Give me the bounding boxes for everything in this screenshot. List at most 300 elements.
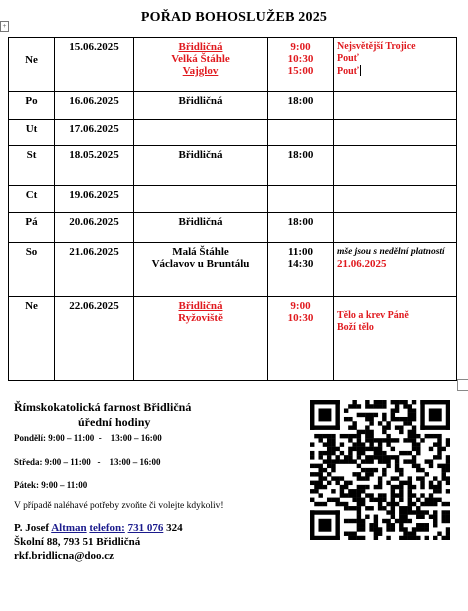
qr-module — [357, 430, 361, 434]
priest-prefix: P. Josef — [14, 522, 52, 534]
qr-module — [314, 481, 318, 485]
qr-module — [352, 421, 356, 425]
place-cell — [134, 92, 268, 120]
qr-module — [352, 442, 356, 446]
qr-module — [412, 455, 416, 459]
qr-module — [437, 532, 441, 536]
qr-module — [412, 493, 416, 497]
qr-module — [408, 485, 412, 489]
qr-module — [395, 438, 399, 442]
qr-module — [331, 438, 335, 442]
qr-module — [399, 430, 403, 434]
qr-module — [310, 455, 314, 459]
qr-module — [365, 438, 369, 442]
qr-module — [369, 459, 373, 463]
qr-module — [442, 447, 446, 451]
qr-module — [369, 417, 373, 421]
qr-module — [357, 536, 361, 540]
table-resize-handle-icon[interactable] — [457, 379, 468, 391]
qr-module — [403, 404, 407, 408]
qr-module — [348, 481, 352, 485]
qr-module — [340, 493, 344, 497]
qr-module — [433, 510, 437, 514]
time-line: 15:00 — [287, 65, 314, 77]
qr-module — [437, 438, 441, 442]
page-title: POŘAD BOHOSLUŽEB 2025 — [140, 10, 328, 25]
qr-module — [386, 442, 390, 446]
phone-number[interactable]: 731 076 — [127, 522, 164, 534]
qr-module — [408, 481, 412, 485]
qr-module — [416, 442, 420, 446]
qr-module — [429, 481, 433, 485]
qr-module — [344, 502, 348, 506]
qr-module — [395, 464, 399, 468]
qr-module — [399, 519, 403, 523]
qr-module — [310, 536, 340, 540]
qr-module — [437, 447, 441, 451]
qr-module — [446, 459, 450, 463]
time-cell — [268, 297, 334, 381]
qr-module — [331, 434, 335, 438]
qr-module — [340, 502, 344, 506]
qr-module — [340, 459, 344, 463]
qr-module — [369, 455, 373, 459]
qr-module — [348, 493, 352, 497]
qr-module — [361, 459, 365, 463]
qr-module — [310, 489, 314, 493]
qr-module — [425, 434, 429, 438]
time-cell — [268, 243, 334, 297]
qr-module — [408, 438, 412, 442]
note-line: Tělo a krev Páně — [337, 310, 409, 321]
qr-module — [386, 527, 390, 531]
qr-module — [437, 498, 441, 502]
qr-module — [310, 451, 314, 455]
qr-module — [361, 413, 365, 417]
qr-module — [425, 502, 429, 506]
qr-module — [425, 498, 429, 502]
qr-module — [391, 455, 395, 459]
qr-module — [361, 476, 365, 480]
qr-module — [382, 413, 386, 417]
qr-module — [442, 502, 446, 506]
qr-module — [357, 438, 361, 442]
qr-module — [442, 510, 446, 514]
time-line: 18:00 — [287, 149, 314, 161]
qr-module — [323, 468, 327, 472]
qr-module — [357, 442, 361, 446]
qr-module — [416, 451, 420, 455]
qr-module — [382, 417, 386, 421]
qr-module — [369, 404, 373, 408]
date-cell: 15.06.2025 — [55, 38, 134, 92]
qr-module — [403, 519, 407, 523]
qr-module — [412, 536, 416, 540]
qr-module — [352, 459, 356, 463]
qr-module — [382, 519, 386, 523]
qr-module — [357, 527, 361, 531]
qr-module — [391, 447, 395, 451]
qr-module — [395, 493, 399, 497]
qr-module — [365, 404, 369, 408]
qr-module — [425, 472, 429, 476]
qr-module — [348, 536, 352, 540]
note-cell — [334, 297, 457, 381]
qr-module — [399, 485, 403, 489]
qr-module — [369, 506, 373, 510]
date-cell: 16.06.2025 — [55, 92, 134, 120]
qr-module — [433, 519, 437, 523]
qr-module — [386, 510, 390, 514]
qr-module — [374, 404, 378, 408]
address: Školní 88, 793 51 Břidličná — [14, 536, 141, 548]
qr-module — [425, 527, 429, 531]
qr-module — [382, 451, 386, 455]
qr-module — [399, 523, 403, 527]
qr-module — [412, 408, 416, 412]
qr-module — [335, 498, 339, 502]
note-cell — [334, 146, 457, 186]
qr-module — [352, 498, 356, 502]
qr-module — [318, 468, 322, 472]
qr-module — [412, 464, 416, 468]
table-row — [9, 120, 457, 146]
qr-module — [416, 434, 420, 438]
qr-module — [378, 400, 382, 404]
qr-module — [386, 464, 390, 468]
qr-module — [374, 519, 378, 523]
qr-module — [446, 476, 450, 480]
qr-module — [391, 510, 395, 514]
qr-module — [344, 519, 348, 523]
qr-module — [352, 425, 356, 429]
qr-module — [323, 459, 327, 463]
qr-module — [348, 425, 352, 429]
qr-module — [310, 400, 340, 404]
qr-module — [374, 532, 378, 536]
qr-module — [348, 506, 352, 510]
place-line: Břidličná — [178, 95, 223, 107]
qr-module — [412, 413, 416, 417]
qr-module — [408, 434, 412, 438]
qr-module — [399, 515, 403, 519]
schedule-table — [8, 37, 457, 381]
qr-module — [318, 472, 322, 476]
qr-module — [357, 464, 361, 468]
qr-module — [369, 498, 373, 502]
qr-module — [391, 476, 395, 480]
qr-module — [442, 536, 446, 540]
qr-module — [365, 485, 369, 489]
qr-module — [399, 510, 403, 514]
qr-module — [395, 425, 399, 429]
qr-module — [412, 532, 416, 536]
qr-module — [382, 438, 386, 442]
qr-module — [391, 515, 395, 519]
table-row — [9, 146, 457, 186]
table-move-handle-icon[interactable]: + — [0, 21, 9, 32]
qr-module — [386, 421, 390, 425]
note-line — [337, 65, 453, 78]
qr-module — [408, 413, 412, 417]
qr-module — [408, 430, 412, 434]
qr-module — [416, 464, 420, 468]
qr-module — [348, 447, 352, 451]
qr-module — [365, 413, 369, 417]
qr-module — [318, 476, 322, 480]
place-cell — [134, 186, 268, 213]
qr-module — [412, 425, 416, 429]
qr-module — [446, 455, 450, 459]
qr-module — [344, 459, 348, 463]
qr-module — [386, 519, 390, 523]
qr-module — [318, 519, 331, 532]
qr-module — [420, 493, 424, 497]
qr-module — [399, 498, 403, 502]
qr-module — [374, 400, 378, 404]
qr-module — [378, 532, 382, 536]
qr-module — [327, 481, 331, 485]
date-cell: 18.05.2025 — [55, 146, 134, 186]
hours-friday: Pátek: 9:00 – 11:00 — [14, 480, 88, 490]
qr-module — [437, 451, 441, 455]
qr-module — [327, 455, 331, 459]
qr-module — [352, 519, 356, 523]
qr-module — [425, 523, 429, 527]
qr-module — [327, 434, 331, 438]
qr-module — [365, 425, 369, 429]
qr-module — [420, 468, 424, 472]
qr-module — [437, 442, 441, 446]
qr-module — [344, 493, 348, 497]
note-cell — [334, 243, 457, 297]
qr-module — [344, 408, 348, 412]
qr-module — [357, 523, 361, 527]
qr-module — [420, 425, 450, 429]
qr-module — [408, 536, 412, 540]
day-cell: Ne — [9, 297, 55, 381]
qr-module — [403, 515, 407, 519]
table-row — [9, 243, 457, 297]
qr-module — [378, 404, 382, 408]
qr-module — [391, 400, 395, 404]
qr-module — [420, 400, 450, 404]
qr-module — [357, 506, 361, 510]
email[interactable]: rkf.bridlicna@doo.cz — [14, 550, 115, 562]
qr-module — [357, 498, 361, 502]
qr-module — [386, 459, 390, 463]
qr-module — [374, 468, 378, 472]
qr-module — [348, 519, 352, 523]
qr-module — [408, 519, 412, 523]
qr-module — [310, 510, 340, 514]
place-cell — [134, 297, 268, 381]
table-row — [9, 297, 457, 381]
qr-module — [403, 527, 407, 531]
qr-module — [395, 400, 399, 404]
qr-module — [433, 515, 437, 519]
qr-module — [416, 510, 420, 514]
office-hours-title: úřední hodiny — [78, 415, 151, 429]
qr-module — [361, 430, 365, 434]
qr-module — [446, 532, 450, 536]
qr-module — [352, 447, 356, 451]
qr-module — [437, 455, 441, 459]
qr-module — [310, 472, 314, 476]
qr-module — [369, 438, 373, 442]
qr-module — [391, 408, 395, 412]
qr-module — [416, 447, 420, 451]
qr-module — [331, 489, 335, 493]
time-line: 18:00 — [287, 216, 314, 228]
note-line: 21.06.2025 — [337, 258, 387, 270]
qr-module — [357, 451, 361, 455]
time-cell — [268, 120, 334, 146]
qr-module — [318, 464, 322, 468]
qr-module — [412, 438, 416, 442]
qr-module — [420, 481, 424, 485]
qr-module — [408, 506, 412, 510]
qr-module — [369, 413, 373, 417]
qr-module — [352, 506, 356, 510]
qr-module — [403, 421, 407, 425]
qr-module — [433, 485, 437, 489]
qr-module — [412, 527, 416, 531]
qr-module — [310, 442, 314, 446]
qr-module — [437, 481, 441, 485]
qr-module — [378, 451, 382, 455]
place-cell — [134, 38, 268, 92]
qr-module — [395, 455, 399, 459]
qr-module — [399, 425, 403, 429]
qr-module — [386, 536, 390, 540]
qr-module — [416, 536, 420, 540]
qr-module — [437, 464, 441, 468]
qr-module — [378, 498, 382, 502]
note-line: Nejsvětější Trojice — [337, 41, 416, 52]
qr-module — [323, 476, 327, 480]
qr-module — [357, 489, 361, 493]
qr-module — [344, 532, 348, 536]
qr-module — [365, 447, 369, 451]
qr-module — [446, 438, 450, 442]
qr-module — [348, 459, 352, 463]
qr-module — [340, 476, 344, 480]
time-line: 10:30 — [287, 53, 314, 65]
qr-module — [361, 442, 365, 446]
time-cell — [268, 186, 334, 213]
qr-module — [391, 485, 395, 489]
qr-module — [352, 489, 356, 493]
note-cell — [334, 120, 457, 146]
time-line: 18:00 — [287, 95, 314, 107]
qr-module — [340, 451, 344, 455]
qr-module — [344, 455, 348, 459]
qr-module — [357, 434, 361, 438]
qr-module — [365, 434, 369, 438]
qr-module — [361, 451, 365, 455]
qr-module — [318, 485, 322, 489]
qr-module — [314, 502, 318, 506]
qr-module — [420, 510, 424, 514]
qr-module — [408, 498, 412, 502]
qr-module — [412, 442, 416, 446]
qr-module — [391, 498, 395, 502]
qr-module — [403, 510, 407, 514]
qr-module — [374, 438, 378, 442]
time-cell — [268, 38, 334, 92]
qr-module — [374, 536, 378, 540]
qr-module — [386, 425, 390, 429]
qr-module — [395, 404, 399, 408]
qr-module — [408, 459, 412, 463]
place-cell — [134, 120, 268, 146]
qr-module — [429, 493, 433, 497]
day-cell: Ut — [9, 120, 55, 146]
qr-module — [408, 408, 412, 412]
qr-module — [369, 442, 373, 446]
qr-module — [314, 434, 318, 438]
qr-module — [420, 527, 424, 531]
qr-module — [391, 489, 395, 493]
qr-module — [327, 447, 331, 451]
qr-module — [365, 455, 369, 459]
qr-module — [365, 476, 369, 480]
qr-module — [335, 481, 339, 485]
qr-module — [420, 476, 424, 480]
qr-module — [391, 527, 395, 531]
place-line: Břidličná — [178, 216, 223, 228]
qr-module — [442, 519, 446, 523]
hours-wednesday: Středa: 9:00 – 11:00 - 13:00 – 16:00 — [14, 457, 161, 467]
qr-module — [348, 404, 352, 408]
priest-contact — [14, 522, 183, 534]
qr-module — [357, 519, 361, 523]
qr-module — [318, 493, 322, 497]
qr-module — [374, 451, 378, 455]
qr-module — [403, 451, 407, 455]
qr-module — [412, 510, 416, 514]
qr-module — [318, 408, 331, 421]
qr-module — [357, 493, 361, 497]
qr-module — [357, 455, 361, 459]
qr-module — [357, 476, 361, 480]
parish-name: Římskokatolická farnost Břidličná — [14, 400, 192, 414]
time-line: 11:00 — [287, 246, 314, 258]
qr-module — [378, 506, 382, 510]
qr-module — [442, 476, 446, 480]
time-cell — [268, 213, 334, 243]
qr-module — [395, 502, 399, 506]
qr-module — [382, 468, 386, 472]
qr-module — [331, 459, 335, 463]
qr-module — [323, 451, 327, 455]
qr-module — [369, 430, 373, 434]
qr-module — [433, 502, 437, 506]
qr-module — [412, 502, 416, 506]
qr-module — [348, 451, 352, 455]
qr-module — [437, 434, 441, 438]
qr-module — [429, 459, 433, 463]
qr-module — [327, 451, 331, 455]
qr-module — [357, 485, 361, 489]
qr-module — [416, 523, 420, 527]
day-cell: So — [9, 243, 55, 297]
qr-module — [331, 451, 335, 455]
day-cell: Pá — [9, 213, 55, 243]
qr-module — [357, 404, 361, 408]
qr-module — [412, 400, 416, 404]
